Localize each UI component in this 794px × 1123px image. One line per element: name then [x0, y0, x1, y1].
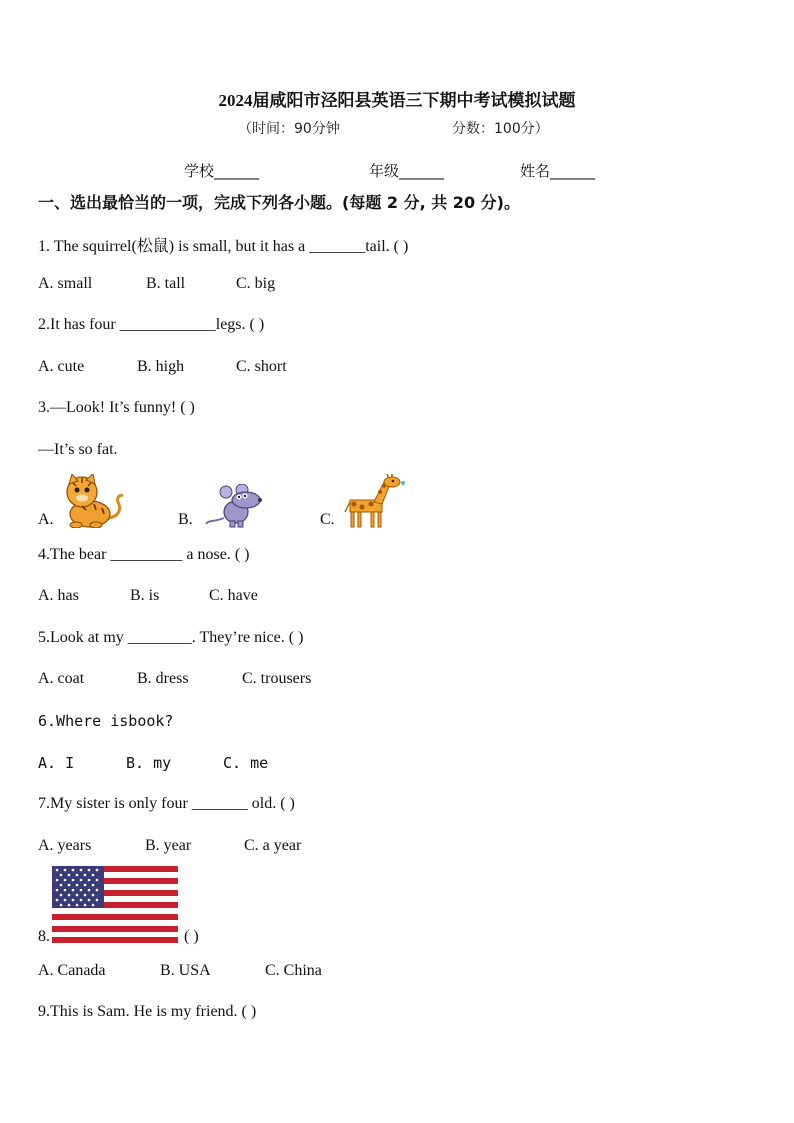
q4-option-a: A. has: [38, 587, 79, 604]
school-field: 学校______: [184, 162, 260, 180]
q5-option-b: B. dress: [137, 670, 189, 687]
q1-option-b: B. tall: [146, 275, 186, 292]
exam-score: 分数：100分）: [452, 121, 549, 137]
q4-option-b: B. is: [130, 587, 160, 604]
question-3: 3.—Look! It’s funny! ( ): [38, 399, 195, 416]
q3-option-b: B.: [178, 511, 193, 528]
q1-option-c: C. big: [236, 275, 276, 292]
question-5: 5.Look at my ________. They’re nice. ( ): [38, 629, 304, 646]
q6-option-c: C. me: [223, 754, 269, 772]
question-7: 7.My sister is only four _______ old. ( ): [38, 795, 295, 812]
q5-option-c: C. trousers: [242, 670, 312, 687]
q8-option-b: B. USA: [160, 962, 211, 979]
name-field: 姓名______: [520, 162, 596, 180]
q8-option-a: A. Canada: [38, 962, 106, 979]
giraffe-icon: [344, 474, 410, 528]
q2-option-c: C. short: [236, 358, 287, 375]
q7-option-a: A. years: [38, 837, 92, 854]
q4-option-c: C. have: [209, 587, 258, 604]
question-8: 8.: [38, 928, 50, 945]
question-4: 4.The bear _________ a nose. ( ): [38, 546, 250, 563]
q1-option-a: A. small: [38, 275, 93, 292]
q6-option-a: A. I: [38, 754, 75, 772]
section-heading: 一、选出最恰当的一项，完成下列各小题。(每题 2 分, 共 20 分)。: [38, 193, 520, 212]
page-title: 2024届咸阳市泾阳县英语三下期中考试模拟试题: [218, 91, 576, 110]
q7-option-c: C. a year: [244, 837, 302, 854]
question-3-reply: —It’s so fat.: [38, 441, 118, 458]
exam-time: （时间：90分钟: [238, 121, 340, 137]
q3-option-a: A.: [38, 511, 54, 528]
grade-field: 年级______: [369, 162, 445, 180]
question-6: 6.Where isbook?: [38, 712, 174, 730]
question-2: 2.It has four ____________legs. ( ): [38, 316, 265, 333]
q2-option-b: B. high: [137, 358, 185, 375]
q7-option-b: B. year: [145, 837, 192, 854]
q3-option-c: C.: [320, 511, 335, 528]
question-8-bracket: ( ): [184, 928, 199, 945]
question-1: 1. The squirrel(松鼠) is small, but it has a _______tail. ( ): [38, 238, 409, 255]
tiger-cat-icon: [60, 474, 126, 528]
q6-option-b: B. my: [126, 754, 172, 772]
mouse-icon: [204, 484, 268, 528]
us-flag-icon: [52, 866, 178, 943]
question-9: 9.This is Sam. He is my friend. ( ): [38, 1003, 257, 1020]
q8-option-c: C. China: [265, 962, 322, 979]
q5-option-a: A. coat: [38, 670, 85, 687]
q2-option-a: A. cute: [38, 358, 85, 375]
